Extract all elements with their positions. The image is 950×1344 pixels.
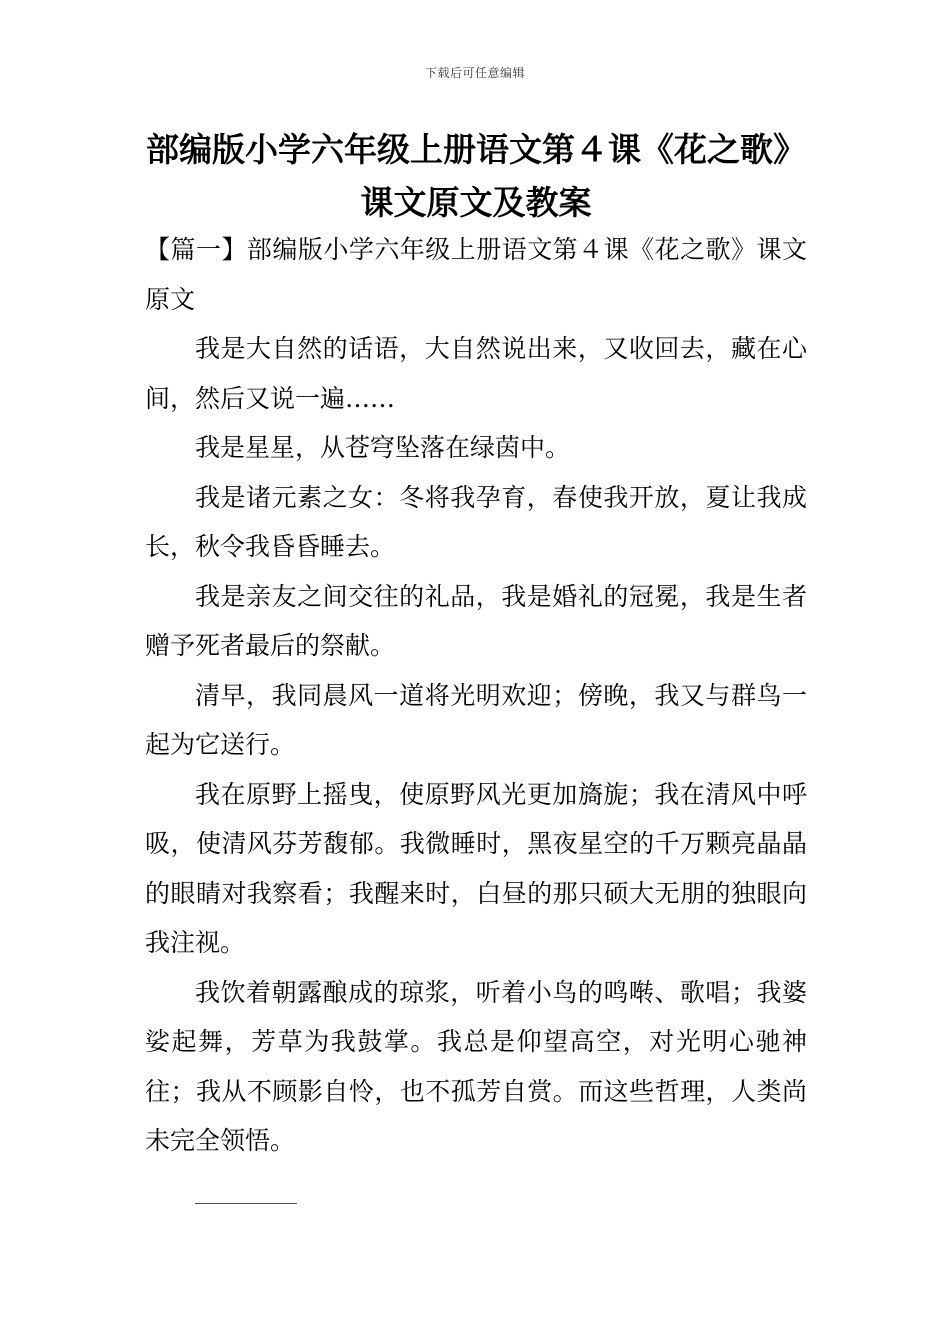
document-title: 部编版小学六年级上册语文第４课《花之歌》课文原文及教案 — [146, 130, 806, 222]
paragraph: 我饮着朝露酿成的琼浆，听着小鸟的鸣啭、歌唱；我婆娑起舞，芳草为我鼓掌。我总是仰望高空，对光明心驰神往；我从不顾影自怜，也不孤芳自赏。而这些哲理，人类尚未完全领悟。 — [145, 977, 807, 1155]
paragraph: 我是星星，从苍穹坠落在绿茵中。 — [195, 433, 571, 462]
section-heading: 【篇一】部编版小学六年级上册语文第４课《花之歌》课文原文 — [145, 235, 807, 314]
paragraph: 我在原野上摇曳，使原野风光更加旖旎；我在清风中呼吸，使清风芬芳馥郁。我微睡时，黑夜星空的千万颗亮晶晶的眼睛对我察看；我醒来时，白昼的那只硕大无朋的独眼向我注视。 — [145, 779, 807, 957]
paragraph: 我是诸元素之女：冬将我孕育，春使我开放，夏让我成长，秋令我昏昏睡去。 — [145, 482, 807, 561]
document-body — [145, 225, 807, 1166]
footnote-divider — [195, 1203, 297, 1204]
paragraph: 我是亲友之间交往的礼品，我是婚礼的冠冕，我是生者赠予死者最后的祭献。 — [145, 581, 807, 660]
header-note: 下载后可任意编辑 — [424, 66, 525, 80]
paragraph: 我是大自然的话语，大自然说出来，又收回去，藏在心间，然后又说一遍…… — [145, 334, 807, 413]
paragraph: 清早，我同晨风一道将光明欢迎；傍晚，我又与群鸟一起为它送行。 — [145, 680, 807, 759]
